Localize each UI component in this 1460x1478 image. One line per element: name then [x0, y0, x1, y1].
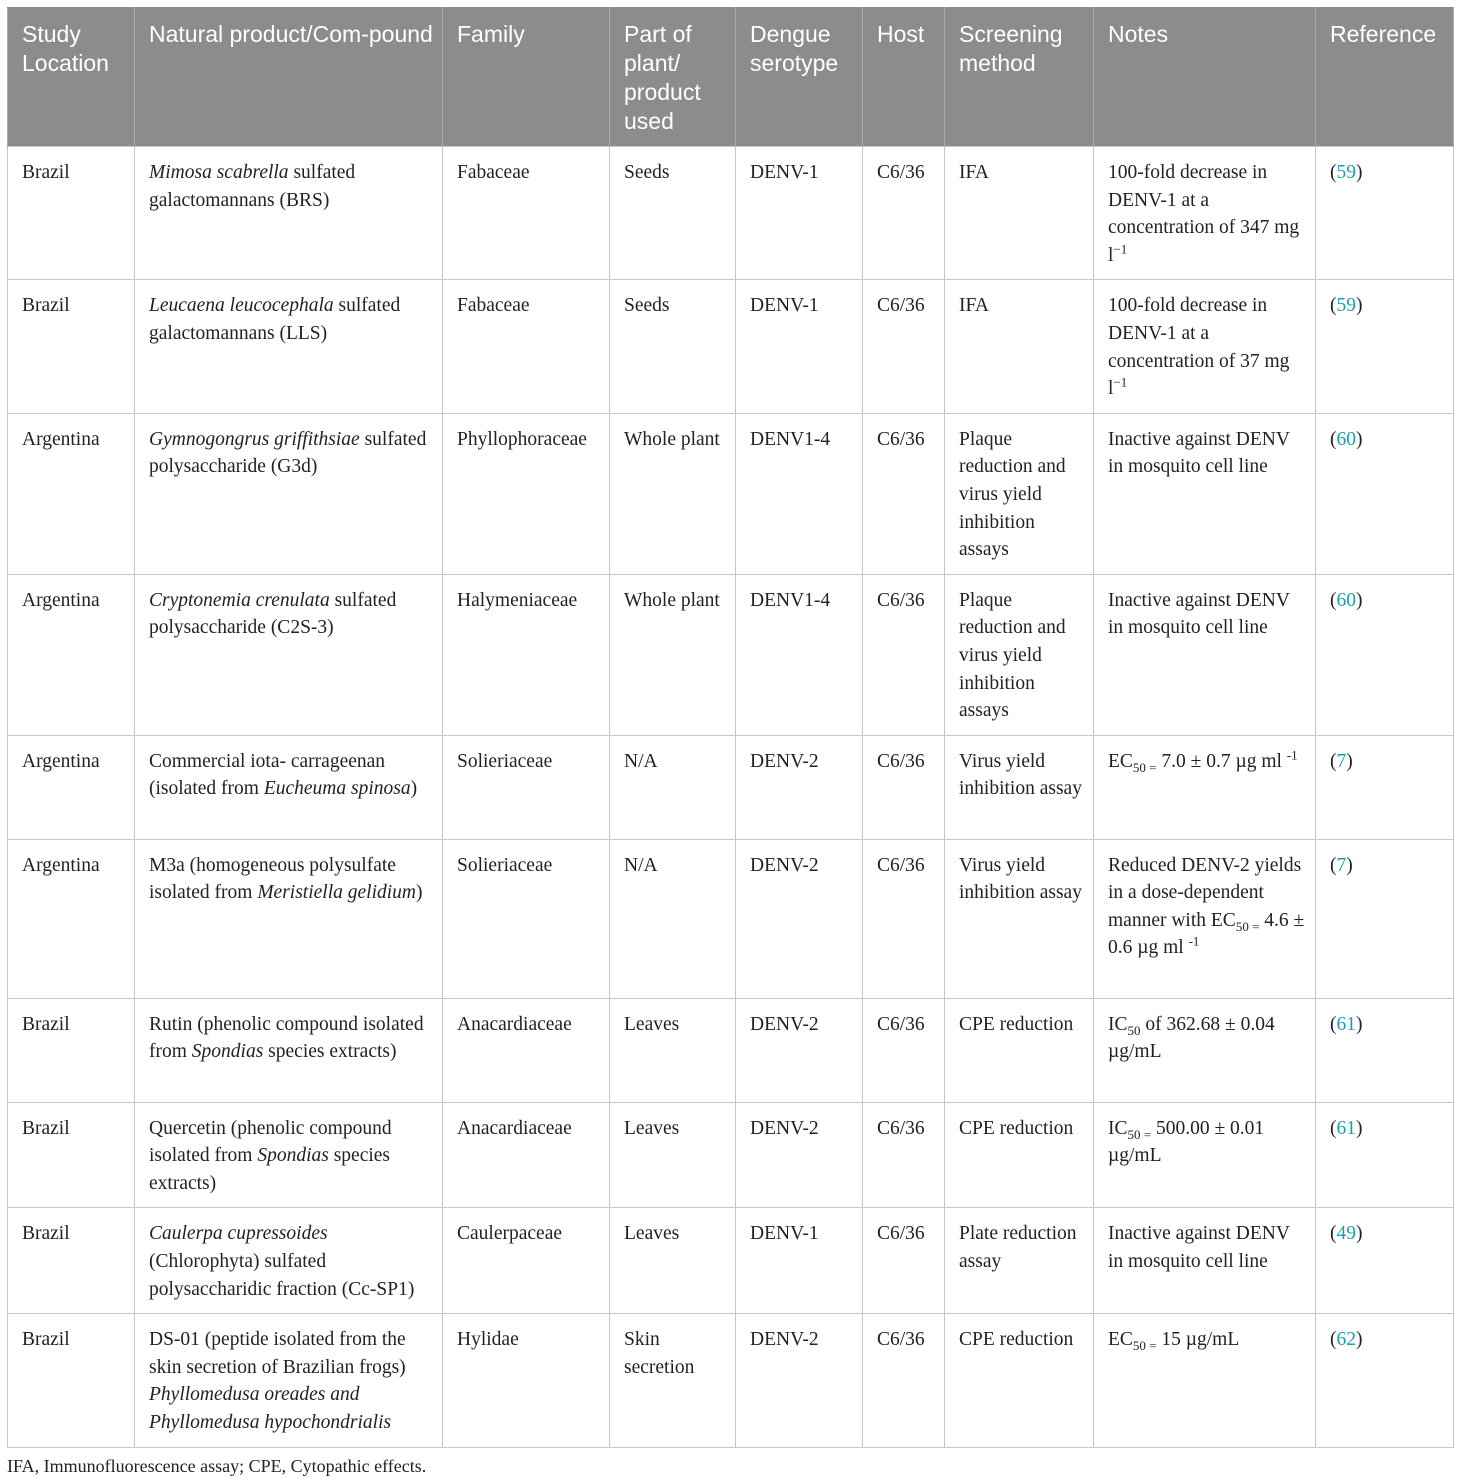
- table-row: [8, 1314, 1454, 1447]
- cell-study-location: Argentina: [8, 413, 135, 574]
- cell-natural-product-segment: Rutin (phenolic compound isolated from: [149, 1013, 424, 1063]
- reference-link[interactable]: 61: [1336, 1117, 1356, 1139]
- cell-notes-segment: Inactive against DENV in mosquito cell line: [1108, 428, 1290, 478]
- table-row: [8, 574, 1454, 735]
- cell-notes-segment: 50 =: [1235, 918, 1260, 934]
- reference-paren: (: [1330, 750, 1337, 772]
- cell-family: Fabaceae: [443, 147, 610, 280]
- cell-reference: [1316, 998, 1454, 1102]
- reference-paren: ): [1356, 589, 1363, 611]
- reference-paren: (: [1330, 1117, 1337, 1139]
- cell-natural-product: [135, 735, 443, 839]
- reference-paren: (: [1330, 1329, 1337, 1351]
- cell-part-used: Seeds: [610, 147, 736, 280]
- cell-natural-product: [135, 574, 443, 735]
- header-screening-method: Screening method: [945, 8, 1094, 147]
- cell-natural-product-segment: Caulerpa cupressoides: [149, 1223, 328, 1245]
- natural-products-table: [7, 7, 1454, 1448]
- cell-natural-product-segment: species extracts): [263, 1041, 397, 1063]
- cell-family: Halymeniaceae: [443, 574, 610, 735]
- cell-notes-segment: EC: [1108, 1329, 1133, 1351]
- cell-natural-product-segment: Phyllomedusa oreades and Phyllomedusa hypochondrialis: [149, 1384, 392, 1434]
- reference-paren: ): [1356, 428, 1363, 450]
- reference-paren: (: [1330, 428, 1337, 450]
- cell-natural-product-segment: sulfated galactomannans (LLS): [149, 295, 401, 344]
- cell-host: C6/36: [863, 147, 945, 280]
- cell-natural-product: [135, 998, 443, 1102]
- cell-natural-product: [135, 1102, 443, 1208]
- cell-host: C6/36: [863, 574, 945, 735]
- cell-part-used: Leaves: [610, 1102, 736, 1208]
- cell-part-used: Skin secretion: [610, 1314, 736, 1447]
- cell-natural-product-segment: DS-01 (peptide isolated from the skin secretion of Brazilian frogs): [149, 1329, 406, 1378]
- cell-natural-product-segment: ): [416, 882, 423, 904]
- cell-part-used: Leaves: [610, 998, 736, 1102]
- cell-notes-segment: 15 µg/mL: [1156, 1329, 1240, 1351]
- cell-notes-segment: 100-fold decrease in DENV-1 at a concentration of 37 mg l: [1108, 295, 1290, 400]
- cell-notes: [1094, 574, 1316, 735]
- reference-paren: ): [1356, 1117, 1363, 1139]
- reference-paren: ): [1356, 1013, 1363, 1035]
- cell-study-location: Argentina: [8, 839, 135, 998]
- cell-notes-segment: of 362.68 ± 0.04 µg/mL: [1108, 1013, 1275, 1063]
- cell-notes: [1094, 147, 1316, 280]
- cell-screening-method: CPE reduction: [945, 998, 1094, 1102]
- cell-notes-segment: 50 =: [1127, 1126, 1152, 1142]
- cell-notes: [1094, 998, 1316, 1102]
- cell-natural-product-segment: M3a (homogeneous polysulfate isolated from: [149, 854, 396, 904]
- cell-part-used: Seeds: [610, 280, 736, 413]
- cell-study-location: Argentina: [8, 735, 135, 839]
- cell-notes: [1094, 839, 1316, 998]
- table-page: [7, 7, 1453, 1478]
- cell-notes-segment: 500.00 ± 0.01 µg/mL: [1108, 1117, 1265, 1167]
- table-row: [8, 839, 1454, 998]
- cell-study-location: Brazil: [8, 280, 135, 413]
- cell-notes-segment: IC: [1108, 1013, 1128, 1035]
- cell-natural-product-segment: Quercetin (phenolic compound isolated from: [149, 1117, 392, 1167]
- cell-family: Solieriaceae: [443, 839, 610, 998]
- table-row: [8, 735, 1454, 839]
- cell-natural-product: [135, 839, 443, 998]
- cell-screening-method: Plaque reduction and virus yield inhibition assays: [945, 413, 1094, 574]
- header-study-location: Study Location: [8, 8, 135, 147]
- cell-natural-product-segment: Eucheuma spinosa: [263, 778, 411, 800]
- reference-paren: ): [1346, 750, 1353, 772]
- cell-reference: [1316, 1314, 1454, 1447]
- cell-study-location: Brazil: [8, 1208, 135, 1314]
- reference-link[interactable]: 7: [1336, 750, 1347, 772]
- cell-screening-method: IFA: [945, 280, 1094, 413]
- table-header-row: [8, 8, 1454, 147]
- cell-study-location: Brazil: [8, 1314, 135, 1447]
- cell-notes: [1094, 413, 1316, 574]
- cell-dengue-serotype: DENV-1: [736, 147, 863, 280]
- cell-notes-segment: -1: [1188, 933, 1200, 949]
- table-row: [8, 413, 1454, 574]
- header-notes: Notes: [1094, 8, 1316, 147]
- cell-reference: [1316, 574, 1454, 735]
- reference-paren: (: [1330, 162, 1337, 183]
- cell-study-location: Brazil: [8, 998, 135, 1102]
- header-dengue-serotype: Dengue serotype: [736, 8, 863, 147]
- cell-natural-product: [135, 280, 443, 413]
- cell-notes: [1094, 280, 1316, 413]
- cell-family: Caulerpaceae: [443, 1208, 610, 1314]
- cell-dengue-serotype: DENV-2: [736, 998, 863, 1102]
- cell-notes-segment: 100-fold decrease in DENV-1 at a concentration of 347 mg l: [1108, 162, 1300, 266]
- cell-dengue-serotype: DENV1-4: [736, 574, 863, 735]
- cell-reference: [1316, 1208, 1454, 1314]
- cell-natural-product-segment: Leucaena leucocephala: [149, 295, 334, 317]
- reference-paren: (: [1330, 295, 1337, 317]
- cell-natural-product-segment: Gymnogongrus griffithsiae: [149, 428, 360, 450]
- cell-natural-product-segment: Commercial iota- carrageenan (isolated from: [149, 750, 386, 800]
- cell-natural-product: [135, 1314, 443, 1447]
- header-family: Family: [443, 8, 610, 147]
- cell-family: Anacardiaceae: [443, 1102, 610, 1208]
- table-row: [8, 1208, 1454, 1314]
- cell-host: C6/36: [863, 413, 945, 574]
- table-footnote: IFA, Immunofluorescence assay; CPE, Cytopathic effects.: [7, 1455, 427, 1476]
- reference-link[interactable]: 7: [1336, 854, 1347, 876]
- cell-study-location: Brazil: [8, 147, 135, 280]
- reference-link[interactable]: 49: [1336, 1223, 1356, 1245]
- cell-natural-product-segment: sulfated polysaccharide (C2S-3): [149, 589, 397, 639]
- cell-natural-product-segment: species extracts): [149, 1145, 391, 1194]
- table-row: [8, 280, 1454, 413]
- reference-paren: ): [1356, 162, 1363, 183]
- cell-natural-product-segment: Mimosa scabrella: [149, 162, 289, 183]
- cell-screening-method: Plate reduction assay: [945, 1208, 1094, 1314]
- cell-natural-product: [135, 413, 443, 574]
- reference-paren: (: [1330, 854, 1337, 876]
- cell-family: Anacardiaceae: [443, 998, 610, 1102]
- cell-family: Phyllophoraceae: [443, 413, 610, 574]
- cell-natural-product-segment: sulfated galactomannans (BRS): [149, 162, 356, 211]
- cell-natural-product-segment: Meristiella gelidium: [257, 882, 416, 904]
- cell-notes: [1094, 1314, 1316, 1447]
- table-body: [8, 147, 1454, 1448]
- cell-host: C6/36: [863, 1314, 945, 1447]
- reference-paren: ): [1356, 1329, 1363, 1351]
- cell-screening-method: Virus yield inhibition assay: [945, 839, 1094, 998]
- cell-natural-product: [135, 147, 443, 280]
- cell-reference: [1316, 147, 1454, 280]
- reference-link[interactable]: 60: [1336, 428, 1356, 450]
- cell-notes-segment: 50 =: [1132, 1338, 1157, 1354]
- cell-notes-segment: Inactive against DENV in mosquito cell line: [1108, 589, 1290, 639]
- cell-dengue-serotype: DENV-2: [736, 839, 863, 998]
- cell-part-used: Whole plant: [610, 413, 736, 574]
- cell-reference: [1316, 1102, 1454, 1208]
- reference-link[interactable]: 62: [1336, 1329, 1356, 1351]
- reference-paren: (: [1330, 1013, 1337, 1035]
- cell-notes-segment: 50: [1127, 1022, 1141, 1038]
- reference-link[interactable]: 59: [1336, 162, 1356, 183]
- cell-reference: [1316, 735, 1454, 839]
- reference-link[interactable]: 60: [1336, 589, 1356, 611]
- cell-notes-segment: 50 =: [1132, 759, 1157, 775]
- reference-paren: ): [1346, 854, 1353, 876]
- header-host: Host: [863, 8, 945, 147]
- cell-part-used: Whole plant: [610, 574, 736, 735]
- cell-screening-method: CPE reduction: [945, 1102, 1094, 1208]
- cell-screening-method: CPE reduction: [945, 1314, 1094, 1447]
- cell-host: C6/36: [863, 735, 945, 839]
- header-reference: Reference: [1316, 8, 1454, 147]
- cell-reference: [1316, 413, 1454, 574]
- cell-notes-segment: 4.6 ± 0.6 µg ml: [1108, 909, 1305, 959]
- cell-notes-segment: −1: [1113, 241, 1128, 257]
- cell-host: C6/36: [863, 839, 945, 998]
- cell-notes: [1094, 735, 1316, 839]
- cell-family: Solieriaceae: [443, 735, 610, 839]
- reference-link[interactable]: 59: [1336, 295, 1356, 317]
- cell-family: Hylidae: [443, 1314, 610, 1447]
- cell-natural-product: [135, 1208, 443, 1314]
- cell-screening-method: Virus yield inhibition assay: [945, 735, 1094, 839]
- cell-notes-segment: −1: [1113, 374, 1128, 390]
- cell-notes-segment: IC: [1108, 1117, 1128, 1139]
- cell-notes-segment: Inactive against DENV in mosquito cell line: [1108, 1223, 1290, 1273]
- table-row: [8, 147, 1454, 280]
- cell-host: C6/36: [863, 998, 945, 1102]
- cell-notes-segment: -1: [1286, 747, 1298, 763]
- table-row: [8, 1102, 1454, 1208]
- cell-reference: [1316, 839, 1454, 998]
- cell-host: C6/36: [863, 1208, 945, 1314]
- cell-part-used: N/A: [610, 735, 736, 839]
- cell-host: C6/36: [863, 280, 945, 413]
- cell-screening-method: Plaque reduction and virus yield inhibition assays: [945, 574, 1094, 735]
- cell-natural-product-segment: sulfated polysaccharide (G3d): [149, 428, 427, 478]
- cell-dengue-serotype: DENV-2: [736, 1314, 863, 1447]
- reference-paren: ): [1356, 295, 1363, 317]
- table-row: [8, 998, 1454, 1102]
- cell-natural-product-segment: (Chlorophyta) sulfated polysaccharidic fraction (Cc-SP1): [149, 1251, 415, 1300]
- cell-natural-product-segment: Spondias: [191, 1041, 264, 1063]
- cell-notes-segment: 7.0 ± 0.7 µg ml: [1156, 750, 1287, 772]
- reference-paren: ): [1356, 1223, 1363, 1245]
- cell-notes-segment: EC: [1108, 750, 1133, 772]
- cell-natural-product-segment: Spondias: [257, 1145, 329, 1167]
- cell-dengue-serotype: DENV1-4: [736, 413, 863, 574]
- cell-reference: [1316, 280, 1454, 413]
- header-natural-product: Natural product/Com-pound: [135, 8, 443, 147]
- cell-study-location: Brazil: [8, 1102, 135, 1208]
- reference-link[interactable]: 61: [1336, 1013, 1356, 1035]
- cell-dengue-serotype: DENV-2: [736, 735, 863, 839]
- cell-notes-segment: Reduced DENV-2 yields in a dose-dependent manner with EC: [1108, 854, 1302, 931]
- cell-natural-product-segment: ): [410, 778, 418, 800]
- cell-notes: [1094, 1102, 1316, 1208]
- cell-dengue-serotype: DENV-1: [736, 280, 863, 413]
- cell-notes: [1094, 1208, 1316, 1314]
- cell-part-used: Leaves: [610, 1208, 736, 1314]
- reference-paren: (: [1330, 589, 1337, 611]
- cell-study-location: Argentina: [8, 574, 135, 735]
- cell-family: Fabaceae: [443, 280, 610, 413]
- cell-screening-method: IFA: [945, 147, 1094, 280]
- cell-dengue-serotype: DENV-2: [736, 1102, 863, 1208]
- reference-paren: (: [1330, 1223, 1337, 1245]
- header-part-used: Part of plant/ product used: [610, 8, 736, 147]
- cell-dengue-serotype: DENV-1: [736, 1208, 863, 1314]
- cell-part-used: N/A: [610, 839, 736, 998]
- cell-host: C6/36: [863, 1102, 945, 1208]
- cell-natural-product-segment: Cryptonemia crenulata: [149, 589, 330, 611]
